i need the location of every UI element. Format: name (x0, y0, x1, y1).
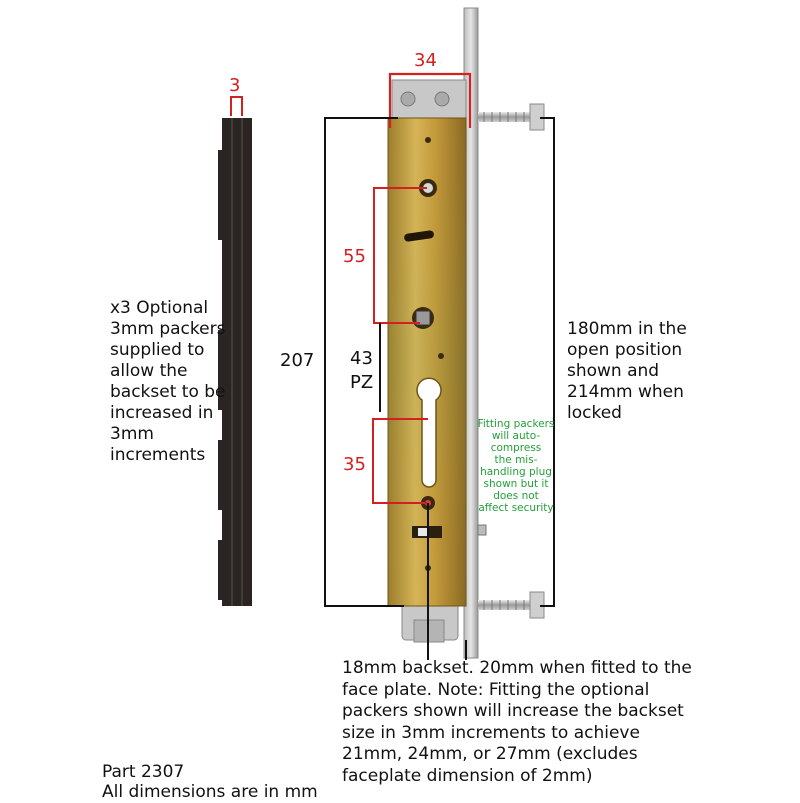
packer-thickness-label: 3 (229, 75, 241, 96)
centre-distance-unit: PZ (350, 372, 374, 393)
overall-length-label: 207 (280, 350, 315, 371)
part-number: Part 2307 (102, 762, 185, 782)
open-position-bracket (540, 118, 554, 606)
face-width-label: 34 (414, 50, 437, 71)
top-screw (478, 104, 544, 130)
units-note: All dimensions are in mm (102, 782, 318, 802)
open-position-note: 180mm in the open position shown and 214mm when locked (567, 319, 687, 423)
fitting-packers-note: Fitting packers will auto- compress the mis- handling plug shown but it does not affect security (477, 418, 555, 514)
backset-note: 18mm backset. 20mm when fitted to the face plate. Note: Fitting the optional packers shown will increase the backset size in 3mm increments to achieve 21mm, 24mm, or 27mm (excludes faceplate dimension of 2mm) (342, 658, 692, 786)
packer-thickness-bracket (231, 97, 242, 116)
centre-distance-label: 43 (350, 348, 373, 369)
spindle-distance-label: 55 (343, 246, 366, 267)
cylinder-distance-label: 35 (343, 454, 366, 475)
bottom-screw (478, 592, 544, 618)
packers-note: x3 Optional 3mm packers supplied to allow the backset to be increased in 3mm increments (110, 298, 226, 465)
